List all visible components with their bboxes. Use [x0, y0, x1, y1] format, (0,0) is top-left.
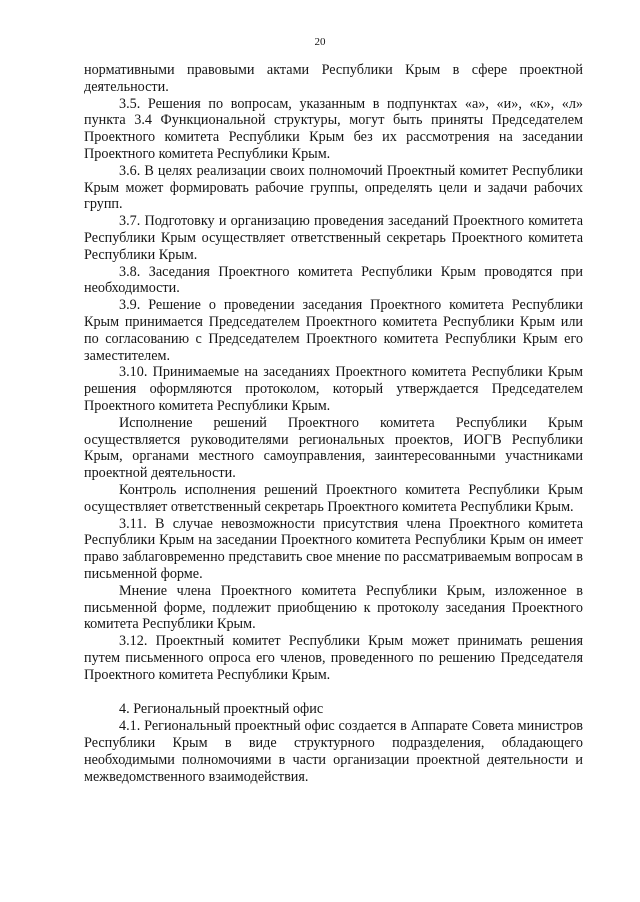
paragraph-execution: Исполнение решений Проектного комитета Республики Крым осуществляется руководителями региональных проектов, ИОГВ Республики Крым, органами местного самоуправления, заинтересованными участниками проектной деятельности. — [84, 414, 583, 482]
paragraph-3-11: 3.11. В случае невозможности присутствия члена Проектного комитета Республики Крым на заседании Проектного комитета Республики Крым он имеет право заблаговременно представить свое мнение по рассматриваемым вопросам в письменной форме. — [84, 515, 583, 582]
paragraph-3-12: 3.12. Проектный комитет Республики Крым может принимать решения путем письменного опроса его членов, проведенного по решению Председателя Проектного комитета Республики Крым. — [84, 633, 583, 683]
paragraph-4-1: 4.1. Региональный проектный офис создается в Аппарате Совета министров Республики Крым в виде структурного подразделения, обладающего необходимыми полномочиями в части организации проектной деятельности и межведомственного взаимодействия. — [84, 718, 583, 785]
paragraph-3-6: 3.6. В целях реализации своих полномочий Проектный комитет Республики Крым может формировать рабочие группы, определять цели и задачи рабочих групп. — [84, 162, 583, 213]
paragraph-opinion: Мнение члена Проектного комитета Республики Крым, изложенное в письменной форме, подлежит приобщению к протоколу заседания Проектного комитета Республики Крым. — [84, 582, 583, 633]
paragraph-3-5: 3.5. Решения по вопросам, указанным в подпунктах «а», «и», «к», «л» пункта 3.4 Функциональной структуры, могут быть приняты Председателем Проектного комитета Республики Крым без их рассмотрения на заседании Проектного комитета Республики Крым. — [84, 95, 583, 162]
section-heading: 4. Региональный проектный офис — [119, 701, 324, 718]
paragraph-3-8: 3.8. Заседания Проектного комитета Республики Крым проводятся при необходимости. — [84, 263, 583, 297]
paragraph-continuation: нормативными правовыми актами Республики Крым в сфере проектной деятельности. — [84, 62, 583, 95]
page-number: 20 — [314, 36, 326, 48]
paragraph-3-10: 3.10. Принимаемые на заседаниях Проектного комитета Республики Крым решения оформляются протоколом, который утверждается Председателем Проектного комитета Республики Крым. — [84, 364, 583, 414]
document-body — [84, 62, 583, 785]
paragraph-3-7: 3.7. Подготовку и организацию проведения заседаний Проектного комитета Республики Крым осуществляет ответственный секретарь Проектного комитета Республики Крым. — [84, 213, 583, 263]
paragraph-3-9: 3.9. Решение о проведении заседания Проектного комитета Республики Крым принимается Председателем Проектного комитета Республики Крым или по согласованию с Председателем Проектного комитета Республики Крым его заместителем. — [84, 297, 583, 364]
paragraph-control: Контроль исполнения решений Проектного комитета Республики Крым осуществляет ответственный секретарь Проектного комитета Республики Крым. — [84, 481, 583, 515]
